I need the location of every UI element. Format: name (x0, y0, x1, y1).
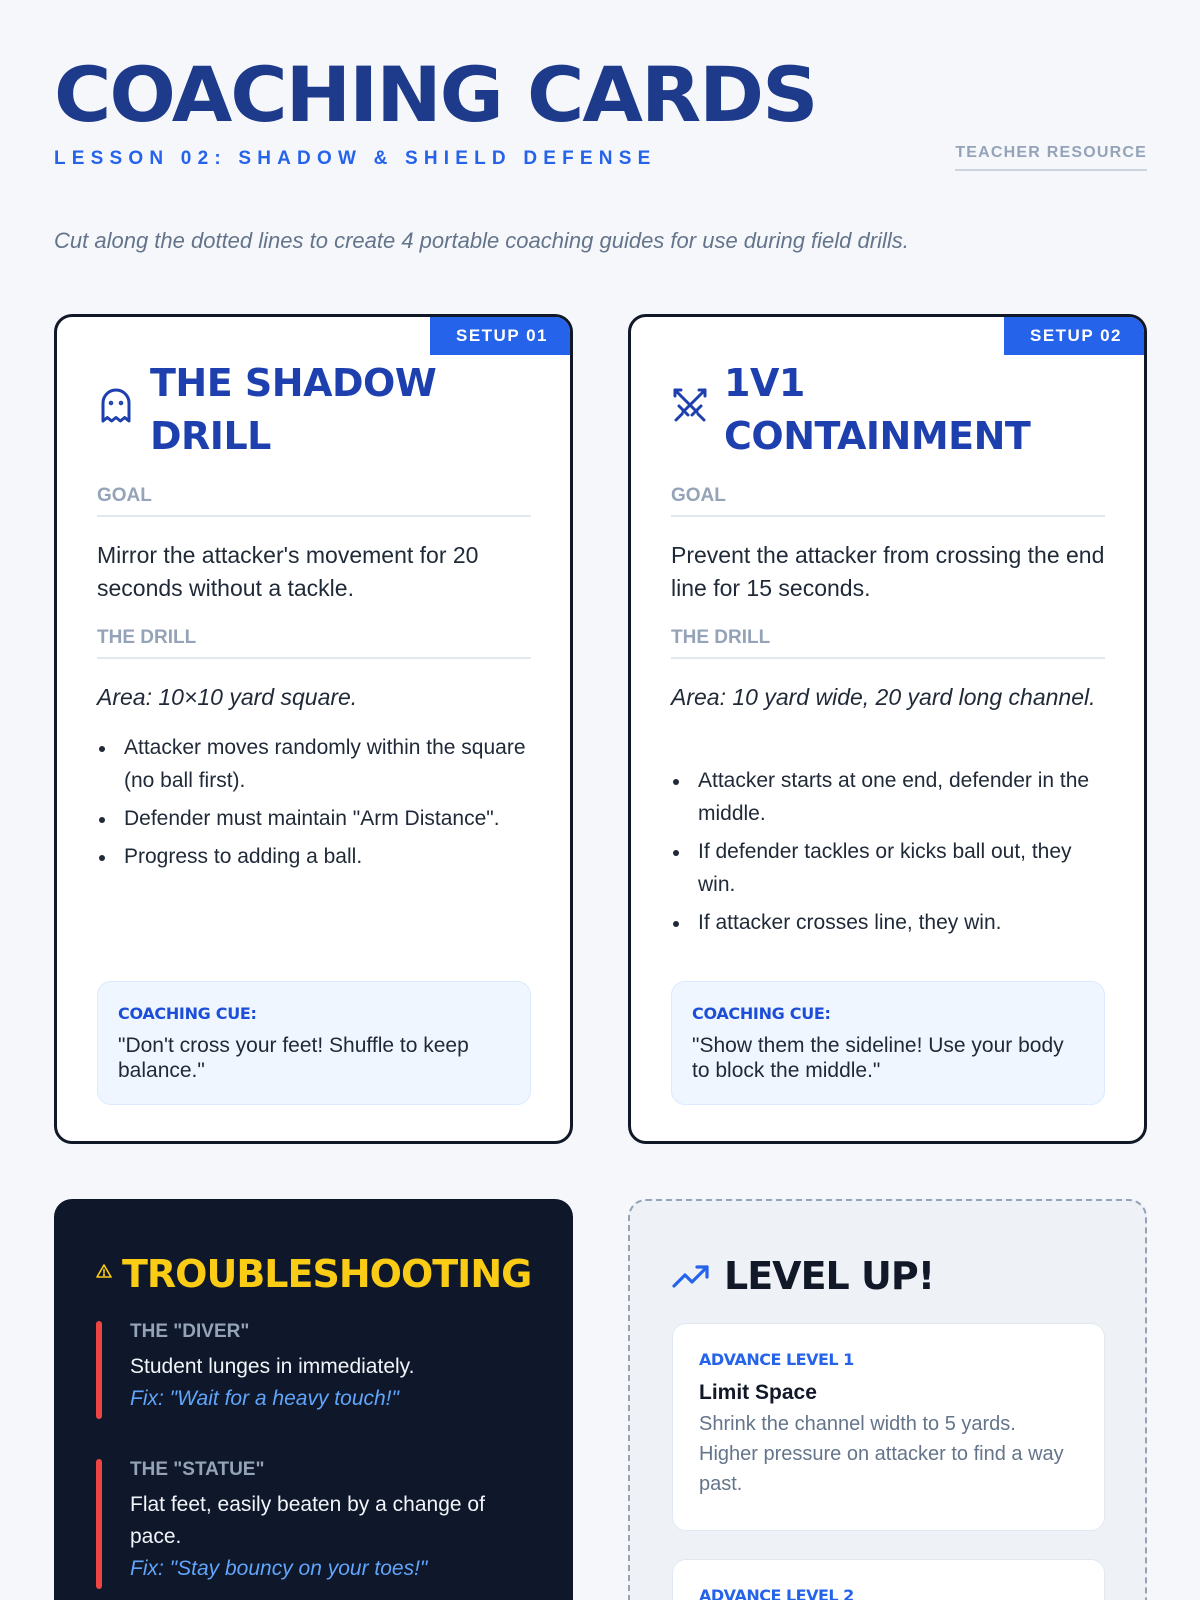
cue-label: COACHING CUE: (118, 1004, 257, 1023)
drill-title: 1V1 CONTAINMENT (724, 361, 1031, 458)
warning-icon (96, 1263, 112, 1279)
issue-description: Student lunges in immediately. (130, 1355, 415, 1378)
list-item: If attacker crosses line, they win. (671, 906, 1111, 939)
drill-card-shadow (54, 314, 573, 1144)
issue-item (96, 1459, 536, 1591)
drill-label: THE DRILL (671, 627, 1105, 659)
issue-description: Flat feet, easily beaten by a change of pace. (130, 1493, 485, 1548)
drill-card-containment (628, 314, 1147, 1144)
goal-label: GOAL (97, 485, 531, 517)
cue-text: "Don't cross your feet! Shuffle to keep balance." (118, 1034, 469, 1082)
page-title: COACHING CARDS (54, 50, 817, 139)
drill-area: Area: 10 yard wide, 20 yard long channel. (671, 684, 1096, 710)
cue-text: "Show them the sideline! Use your body to block the middle." (692, 1034, 1064, 1082)
advance-level-card (672, 1559, 1105, 1600)
crossed-swords-icon (671, 385, 709, 425)
drill-title: THE SHADOW DRILL (150, 361, 437, 458)
card-header (97, 357, 537, 467)
list-item: Progress to adding a ball. (97, 840, 537, 873)
issue-name: THE "DIVER" (130, 1321, 250, 1342)
level-name: Limit Space (699, 1381, 817, 1404)
issue-accent-bar (96, 1321, 102, 1419)
cut-instructions: Cut along the dotted lines to create 4 portable coaching guides for use during field drills. (54, 228, 909, 253)
level-up-card (628, 1199, 1147, 1600)
trending-up-icon (672, 1262, 710, 1290)
advance-level-card (672, 1323, 1105, 1531)
coaching-cue-box (97, 981, 531, 1105)
troubleshooting-title: TROUBLESHOOTING (122, 1252, 532, 1296)
list-item: Attacker starts at one end, defender in the middle. (671, 764, 1111, 830)
list-item: If defender tackles or kicks ball out, they win. (671, 835, 1111, 901)
issue-name: THE "STATUE" (130, 1459, 265, 1480)
ghost-icon (97, 385, 135, 425)
issue-accent-bar (96, 1459, 102, 1589)
troubleshooting-card (54, 1199, 573, 1600)
level-label: ADVANCE LEVEL 1 (699, 1350, 854, 1369)
coaching-cue-box (671, 981, 1105, 1105)
teacher-resource-tag: TEACHER RESOURCE (955, 144, 1147, 171)
goal-text: Mirror the attacker's movement for 20 seconds without a tackle. (97, 542, 479, 601)
list-item: Defender must maintain "Arm Distance". (97, 802, 537, 835)
drill-steps (97, 731, 537, 878)
level-label: ADVANCE LEVEL 2 (699, 1586, 854, 1600)
level-up-title: LEVEL UP! (724, 1254, 935, 1298)
issue-fix: Fix: "Stay bouncy on your toes!" (130, 1557, 428, 1580)
goal-label: GOAL (671, 485, 1105, 517)
cue-label: COACHING CUE: (692, 1004, 831, 1023)
issue-item (96, 1321, 536, 1421)
worksheet-page (54, 0, 1147, 1600)
setup-badge: SETUP 01 (430, 317, 570, 355)
drill-label: THE DRILL (97, 627, 531, 659)
setup-badge: SETUP 02 (1004, 317, 1144, 355)
card-header (671, 357, 1111, 467)
level-description: Shrink the channel width to 5 yards. Higher pressure on attacker to find a way past. (699, 1413, 1064, 1495)
issue-fix: Fix: "Wait for a heavy touch!" (130, 1387, 399, 1410)
goal-text: Prevent the attacker from crossing the end line for 15 seconds. (671, 542, 1105, 601)
drill-steps (671, 764, 1111, 944)
lesson-subtitle: LESSON 02: SHADOW & SHIELD DEFENSE (54, 148, 657, 169)
list-item: Attacker moves randomly within the square (no ball first). (97, 731, 537, 797)
header (54, 52, 1147, 182)
drill-area: Area: 10×10 yard square. (97, 684, 358, 710)
